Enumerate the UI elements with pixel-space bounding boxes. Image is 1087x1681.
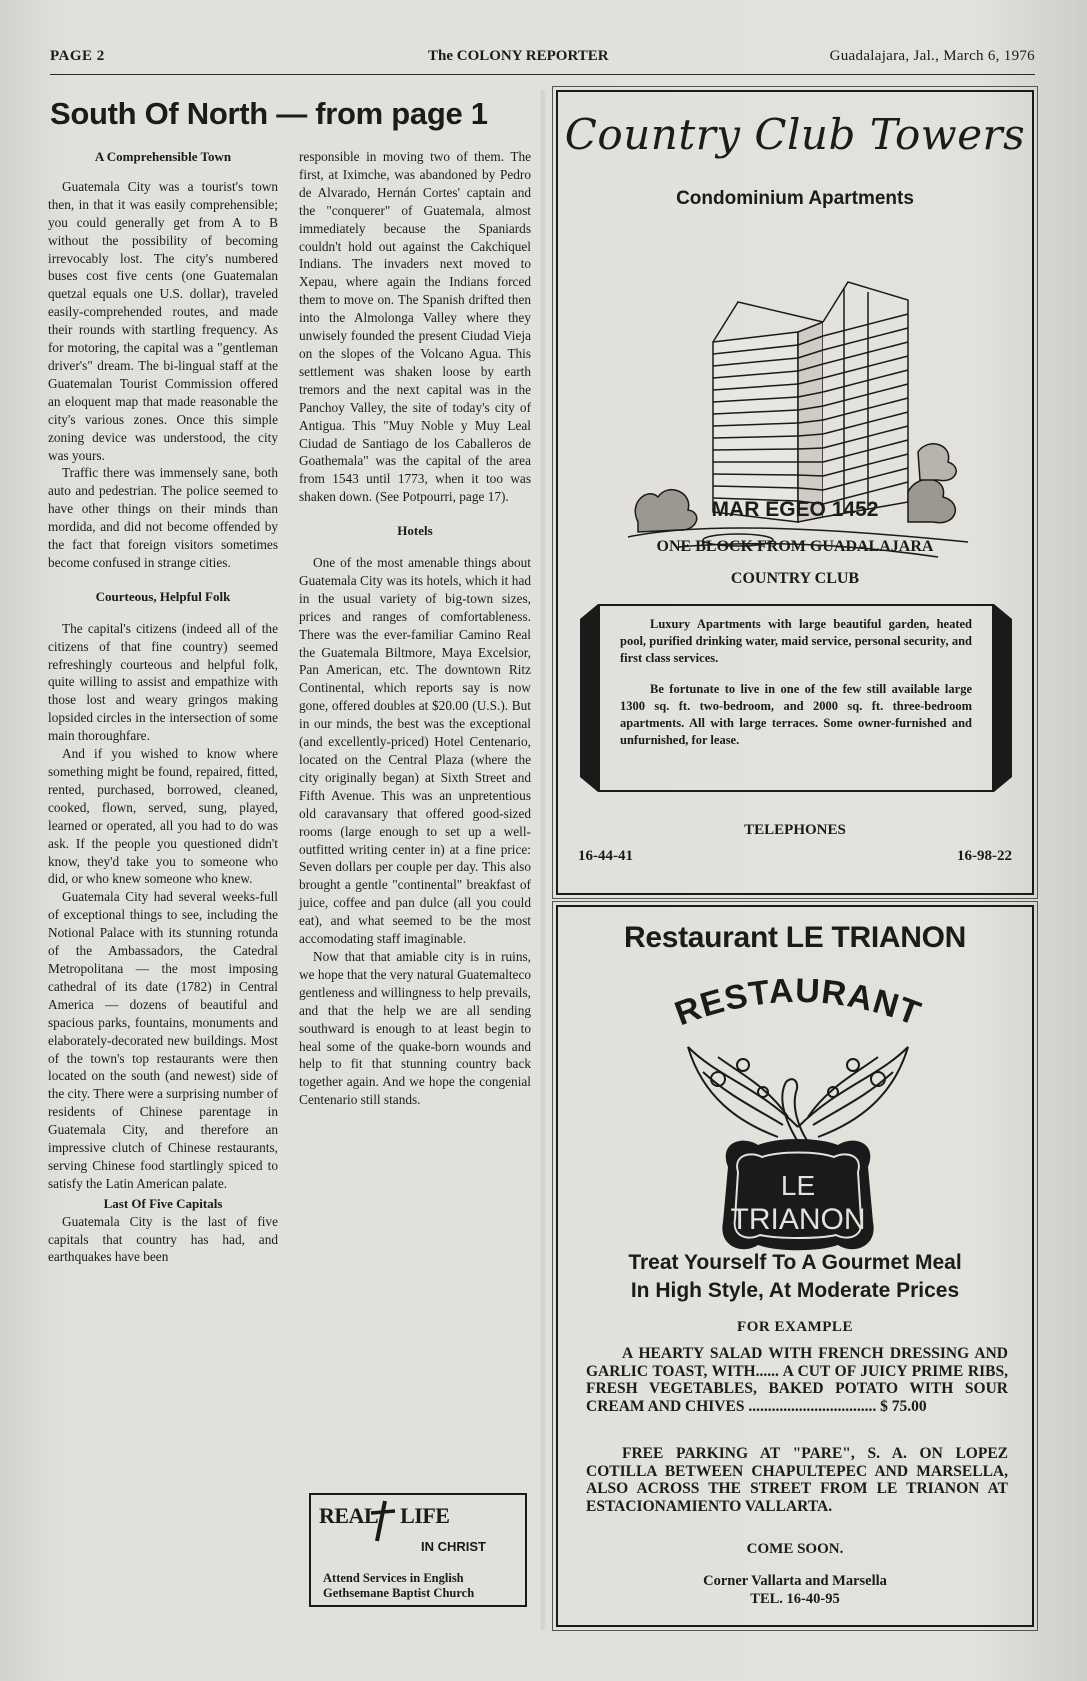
church-ad-attend: Attend Services in English Gethsemane Baptist Church xyxy=(323,1571,475,1600)
condo-description-box xyxy=(598,604,994,792)
condo-brand: Country Club Towers xyxy=(564,110,1026,159)
paragraph: Guatemala City was a tourist's town then, in that it was easily comprehensible; you could generally get from A to B without the possibility of becoming irrevocably lost. The city's numbered buses cost five cents (one Guatemalan quetzal equals one U.S. dollar), traveled easily-comprehended routes, and made their rounds with startling frequency. As for motoring, the capital was a "gentleman driver's" dream. The bi-lingual staff at the Guatemalan Tourist Commission offered an eloquent map that made reasonable the city's various zones. Once this simple zoning device was understood, the city was yours. xyxy=(48,178,278,463)
article-column-2 xyxy=(299,148,531,1109)
restaurant-ad xyxy=(556,905,1034,1627)
church-ad xyxy=(309,1493,527,1607)
paragraph: Guatemala City had several weeks-full of exceptional things to see, including the Notional Palace with its stunning rotunda of the Ambassadors, the Catedral Metropolitana — the most imposing cathedral of its date (1782) in Central America — dozens of beautiful and spacious parks, fountains, monuments and elaborately-decorated new buildings. Most of the town's top restaurants were then located on the south (and newest) side of the city. There were a surprising number of residents of Chinese parentage in Guatemala City, and therefore an impressive clutch of Chinese restaurants, serving Chinese food startlingly spiced to satisfy the Latin American palate. xyxy=(48,889,278,1191)
subhead-courteous-folk: Courteous, Helpful Folk xyxy=(95,588,231,604)
svg-text:RESTAURANT xyxy=(670,972,926,1034)
subhead-last-of-five-capitals: Last Of Five Capitals xyxy=(103,1195,223,1211)
cross-icon xyxy=(363,1499,403,1543)
condo-telephone-1: 16-44-41 xyxy=(578,848,633,864)
condo-location-line1: ONE BLOCK FROM GUADALAJARA xyxy=(656,538,934,555)
parking-info: FREE PARKING AT "PARE", S. A. ON LOPEZ COTILLA BETWEEN CHAPULTEPEC AND MARSELLA, ALSO ACROSS THE STREET FROM LE TRIANON AT ESTACIONAMIENTO VALLARTA. xyxy=(586,1445,1008,1515)
paragraph: Now that that amiable city is in ruins, we hope that the very natural Guatemalteco gentleness and willingness to help prevails, and that the help we are all sending southward is enough to at least begin to heal some of the quake-born wounds and help to fit that stunning country back together again. And we hope the congenial Centenario still stands. xyxy=(299,948,531,1108)
condo-subtitle: Condominium Apartments xyxy=(676,188,914,209)
restaurant-tagline xyxy=(558,1249,1032,1305)
tagline-line2: In High Style, At Moderate Prices xyxy=(630,1279,960,1302)
paragraph: The capital's citizens (indeed all of the citizens of that fine country) seemed refreshingly courteous and helpful folk, quite willing to assist and empathize with those lost and weary gringos making lopsided circles in the intersection of some main thoroughfare. xyxy=(48,620,278,744)
paragraph: Traffic there was immensely sane, both auto and pedestrian. The police seemed to have other things on their minds than mordida, and did not become offended by the fact that foreign visitors sometimes become confused in strange cities. xyxy=(48,465,278,570)
restaurant-telephone: TEL. 16-40-95 xyxy=(750,1591,840,1607)
logo-restaurant-text: RESTAURANT xyxy=(669,971,927,1034)
article-column-1 xyxy=(48,148,278,1266)
page-number: PAGE 2 xyxy=(50,48,105,64)
paragraph: Guatemala City is the last of five capitals that country has had, and earthquakes have been xyxy=(48,1213,278,1265)
condo-telephones-label: TELEPHONES xyxy=(744,822,846,838)
logo-trianon-text: TRIANON xyxy=(730,1203,866,1236)
paragraph: One of the most amenable things about Guatemala City was its hotels, which it had in the usual variety of big-town sizes, prices and ranges of comfortableness. There was the ever-familiar Camino Real the Guatemala Biltmore, Maya Excelsior, Pan American, etc. The downtown Ritz Continental, which reports say is now gone, offered doubles at $20.00 (U.S.). But in our minds, the best was the exceptional (and excellently-priced) Hotel Centenario, located on the Central Plaza (where the city originally began) at Sixth Street and Fifth Avenue. This was an unpretentious old caravansary that offered good-sized rooms (large enough to set up a well-outfitted writing center in) at a fine price: Seven dollars per couple per day. This also brought a gentle "continental" breakfast of juice, coffee and pan dulce (all you could eat), and what seemed to be the most accomodating staff imaginable. xyxy=(299,555,531,947)
restaurant-address: Corner Vallarta and Marsella xyxy=(703,1573,887,1589)
paragraph: responsible in moving two of them. The first, at Iximche, was abandoned by Pedro de Alvarado, Hernán Cortes' captain and the "conquerer" of Guatemala, almost immediately because the Spaniards couldn't hold out against the Cakchiquel Indians. The invaders next moved to Xepau, where again the Indians forced them to move on. The Spanish drifted then into the Almolonga Valley where they unwisely founded the present Ciudad Vieja on the slopes of the Volcano Agua. This settlement was shaken loose by earth tremors and the next capital was in the Panchoy Valley, the site of today's city of Antigua. This "Muy Noble y Muy Leal Ciudad de Santiago de los Caballeros de Goathemala" was the capital of the area from 1543 until 1773, when it too was shaken down. (See Potpourri, page 17). xyxy=(299,149,531,505)
subhead-hotels: Hotels xyxy=(397,523,433,539)
condo-address: MAR EGEO 1452 xyxy=(711,498,879,521)
dateline: Guadalajara, Jal., March 6, 1976 xyxy=(829,48,1035,64)
come-soon: COME SOON. xyxy=(746,1541,844,1557)
menu-offer: A HEARTY SALAD WITH FRENCH DRESSING AND GARLIC TOAST, WITH...... A CUT OF JUICY PRIME RIBS, FRESH VEGETABLES, BAKED POTATO WITH SOUR CREAM AND CHIVES ................................. $ 75.00 xyxy=(586,1345,1008,1415)
condo-description-1: Luxury Apartments with large beautiful garden, heated pool, purified drinking water, maid service, personal security, and first class services. xyxy=(620,617,972,665)
example-label: FOR EXAMPLE xyxy=(737,1319,853,1335)
restaurant-title: Restaurant LE TRIANON xyxy=(623,921,967,954)
tagline-line1: Treat Yourself To A Gourmet Meal xyxy=(628,1251,962,1274)
church-ad-in-christ: IN CHRIST xyxy=(421,1539,486,1554)
paper-name: The COLONY REPORTER xyxy=(428,48,609,64)
condo-ad xyxy=(556,90,1034,895)
page-header xyxy=(50,48,1035,75)
condo-location-line2: COUNTRY CLUB xyxy=(730,570,860,587)
logo-le-text: LE xyxy=(780,1170,816,1201)
condo-description-2: Be fortunate to live in one of the few still available large 1300 sq. ft. two-bedroom, and 2000 sq. ft. three-bedroom apartments. All with large terraces. Some owner-furnished and unfurnished, for lease. xyxy=(620,682,972,747)
church-ad-real: REAL LIFE xyxy=(319,1503,450,1528)
condo-telephone-2: 16-98-22 xyxy=(957,848,1012,864)
page-fold xyxy=(540,90,546,1630)
article-headline: South Of North — from page 1 xyxy=(50,96,488,131)
peacock-logo xyxy=(658,967,938,1267)
paragraph: And if you wished to know where something might be found, repaired, fitted, rented, purchased, borrowed, cleaned, cooked, flown, served, sung, played, learned or operated, all you had to do was ask. If the people you questioned didn't know, they'd take you to someone who did, or who knew someone who knew. xyxy=(48,746,278,887)
subhead-comprehensible-town: A Comprehensible Town xyxy=(94,149,232,164)
